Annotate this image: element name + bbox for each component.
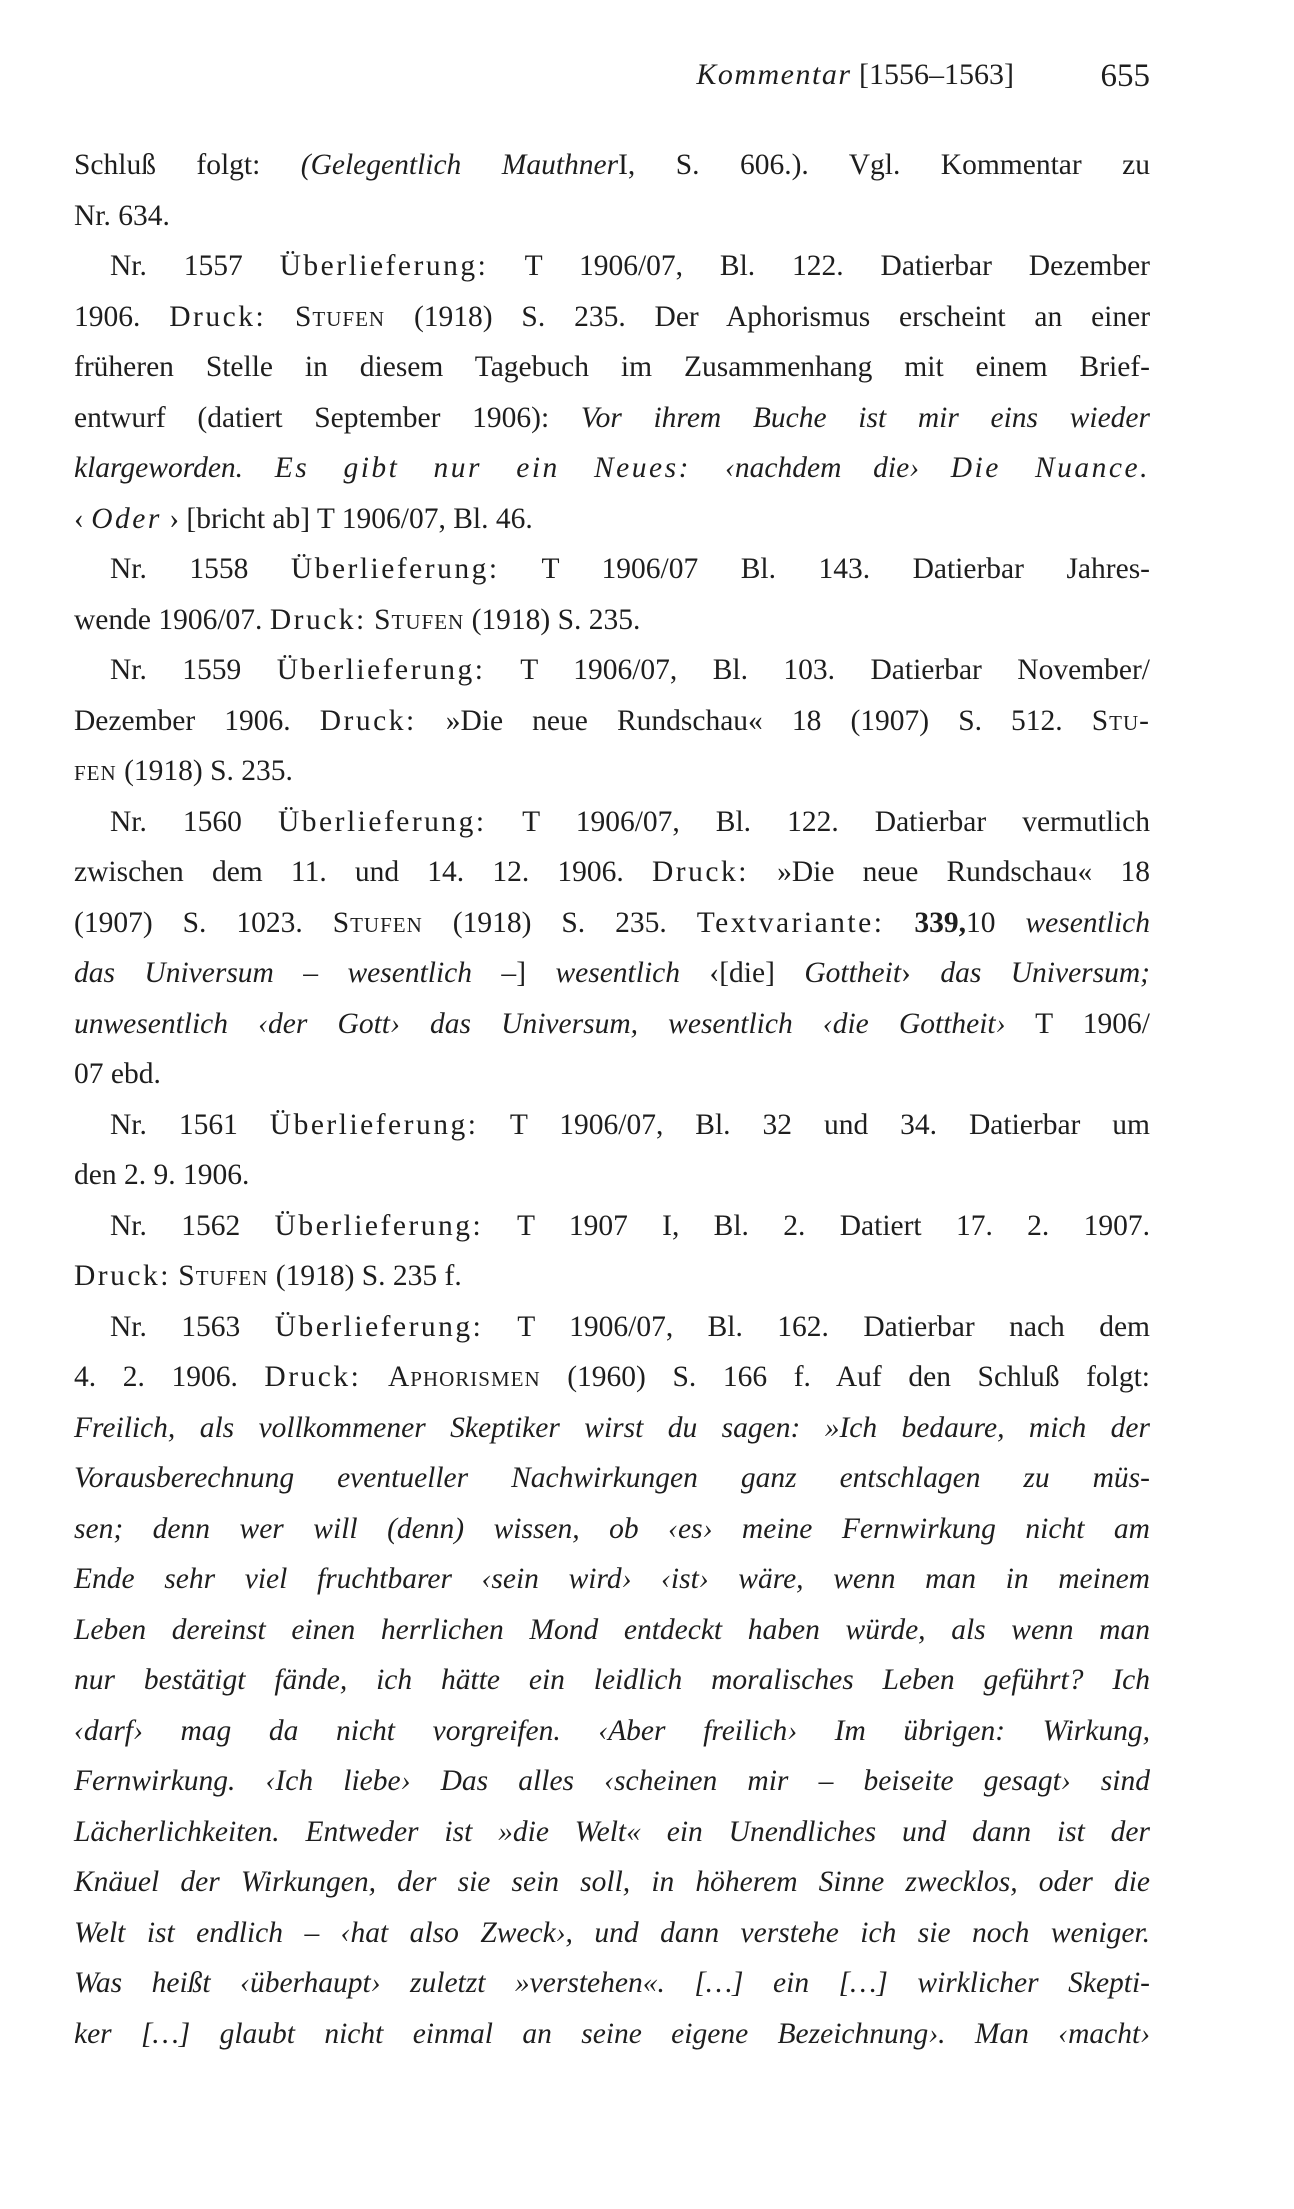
text-segment: Nr. 1558 xyxy=(110,553,291,585)
text-line xyxy=(74,1655,1150,1706)
text-line xyxy=(74,494,1150,545)
text-segment: sen; denn wer will (denn) wissen, ob ‹es› meine Fernwirkung nicht am xyxy=(74,1512,1150,1545)
text-line xyxy=(74,544,1150,595)
text-segment: (Gelegentlich Mauthner xyxy=(300,149,619,181)
text-segment: Gottheit xyxy=(804,957,902,989)
text-segment: Nr. 634. xyxy=(74,199,170,232)
text-line xyxy=(74,443,1150,494)
text-line xyxy=(74,847,1150,898)
text-segment: Stufen xyxy=(374,603,465,636)
text-line xyxy=(74,1100,1150,1151)
text-line xyxy=(74,1504,1150,1555)
text-segment: Druck: xyxy=(169,300,267,333)
text-line xyxy=(74,292,1150,343)
text-line xyxy=(74,1554,1150,1605)
text-line xyxy=(74,1706,1150,1757)
text-segment: (1907) S. 1023. xyxy=(74,906,333,939)
text-segment: › [bricht ab] T 1906/07, Bl. 46. xyxy=(161,502,533,535)
text-segment: Nr. 1561 xyxy=(110,1108,270,1141)
text-segment: Überlieferung: xyxy=(269,1108,479,1141)
text-segment: (1918) S. 235. xyxy=(422,906,697,939)
text-segment: Druck: xyxy=(651,856,749,888)
text-segment: »Die neue Rundschau« 18 (1907) S. 512. xyxy=(416,704,1092,737)
text-segment: › xyxy=(901,957,941,989)
text-line xyxy=(74,1605,1150,1656)
text-segment: 07 ebd. xyxy=(74,1058,161,1090)
running-title-text: Kommentar xyxy=(696,58,852,91)
running-title-range: [1556–1563] xyxy=(851,58,1014,91)
text-segment: das Universum; xyxy=(940,957,1150,989)
text-segment xyxy=(266,301,295,333)
text-segment: Lächerlichkeiten. Entweder ist »die Welt« ein Unendliches und dann ist der xyxy=(74,1815,1150,1848)
page-number: 655 xyxy=(1100,58,1150,94)
text-segment: Überlieferung: xyxy=(274,1209,484,1242)
text-segment: (1960) S. 166 f. Auf den Schluß folgt: xyxy=(540,1361,1150,1393)
text-segment: I, S. 606.). Vgl. Kommentar zu xyxy=(618,149,1150,181)
text-line xyxy=(74,1150,1150,1201)
text-line xyxy=(74,999,1150,1050)
running-header xyxy=(74,58,1150,108)
text-line xyxy=(74,797,1150,848)
text-segment: T 1906/07, Bl. 32 und 34. Datierbar um xyxy=(478,1108,1151,1141)
text-line xyxy=(74,948,1150,999)
text-segment: wende 1906/07. xyxy=(74,603,270,636)
text-segment: wesentlich xyxy=(555,957,680,989)
text-segment: wesentlich xyxy=(1025,906,1150,939)
text-segment: Ende sehr viel fruchtbarer ‹sein wird› ‹ist› wäre, wenn man in meinem xyxy=(74,1563,1150,1595)
text-segment: Knäuel der Wirkungen, der sie sein soll, in höherem Sinne zwecklos, oder die xyxy=(74,1866,1150,1898)
running-title xyxy=(696,58,1014,92)
text-line xyxy=(74,1403,1150,1454)
text-segment: T 1906/07, Bl. 122. Datierbar vermutlich xyxy=(486,805,1150,838)
text-segment: T 1906/ xyxy=(1005,1007,1150,1040)
text-segment: früheren Stelle in diesem Tagebuch im Zusammenhang mit einem Brief- xyxy=(74,351,1150,383)
text-line xyxy=(74,2009,1150,2060)
text-segment: (1918) S. 235. xyxy=(116,755,293,787)
text-line xyxy=(74,342,1150,393)
text-segment: Schluß folgt: xyxy=(74,149,301,181)
text-line xyxy=(74,1251,1150,1302)
text-segment: ‹ xyxy=(74,502,92,535)
text-line xyxy=(74,1201,1150,1252)
text-segment: Nr. 1562 xyxy=(110,1209,275,1242)
text-segment: Überlieferung: xyxy=(274,1310,484,1343)
text-segment: 339, xyxy=(914,906,966,939)
text-segment: ker […] glaubt nicht einmal an seine eigene Bezeichnung›. Man ‹macht› xyxy=(74,2017,1150,2050)
text-line xyxy=(74,1756,1150,1807)
text-segment: Stufen xyxy=(332,906,423,939)
text-segment: Stu- xyxy=(1091,704,1150,737)
text-segment: ‹nachdem die› xyxy=(725,452,951,484)
text-segment xyxy=(367,604,374,636)
text-segment: T 1907 I, Bl. 2. Datiert 17. 2. 1907. xyxy=(483,1209,1150,1242)
text-segment: T 1906/07 Bl. 143. Datierbar Jahres- xyxy=(499,553,1150,585)
text-line xyxy=(74,241,1150,292)
text-segment: Überlieferung: xyxy=(276,654,486,686)
text-segment: entwurf (datiert September 1906): xyxy=(74,401,581,434)
text-segment: Vorausberechnung eventueller Nachwirkungen ganz entschlagen zu müs- xyxy=(74,1462,1150,1494)
text-line xyxy=(74,1807,1150,1858)
text-segment: »Die neue Rundschau« 18 xyxy=(748,856,1150,888)
text-segment: Stufen xyxy=(178,1260,269,1292)
text-segment xyxy=(361,1361,388,1393)
text-line xyxy=(74,1958,1150,2009)
text-segment: Oder xyxy=(91,502,162,535)
text-segment: (1918) S. 235. xyxy=(464,603,641,636)
text-line xyxy=(74,1302,1150,1353)
text-segment: (1918) S. 235. Der Aphorismus erscheint an einer xyxy=(385,300,1151,333)
text-line xyxy=(74,191,1150,242)
text-segment: T 1906/07, Bl. 162. Datierbar nach dem xyxy=(483,1310,1150,1343)
text-segment: Leben dereinst einen herrlichen Mond entdeckt haben würde, als wenn man xyxy=(74,1613,1150,1646)
text-line xyxy=(74,140,1150,191)
text-segment: unwesentlich ‹der Gott› das Universum, wesentlich ‹die Gottheit› xyxy=(74,1007,1006,1040)
text-segment: Die Nuance. xyxy=(950,452,1150,484)
text-line xyxy=(74,898,1150,949)
text-line xyxy=(74,1352,1150,1403)
text-segment: ‹[die] xyxy=(679,957,805,989)
text-segment: Nr. 1560 xyxy=(110,805,278,838)
text-segment: das Universum – wesentlich – xyxy=(74,957,517,989)
text-segment: den 2. 9. 1906. xyxy=(74,1159,250,1191)
text-segment: 1906. xyxy=(74,300,170,333)
text-line xyxy=(74,1908,1150,1959)
commentary-text xyxy=(74,140,1150,2059)
text-segment: zwischen dem 11. und 14. 12. 1906. xyxy=(74,856,652,888)
text-segment: Welt ist endlich – ‹hat also Zweck›, und dann verstehe ich sie noch weniger. xyxy=(74,1916,1150,1949)
text-segment: nur bestätigt fände, ich hätte ein leidlich moralisches Leben geführt? Ich xyxy=(74,1664,1150,1696)
text-line xyxy=(74,595,1150,646)
text-line xyxy=(74,1049,1150,1100)
text-segment: T 1906/07, Bl. 103. Datierbar November/ xyxy=(485,654,1150,686)
text-segment: fen xyxy=(74,755,117,787)
text-segment: ‹darf› mag da nicht vorgreifen. ‹Aber freilich› Im übrigen: Wirkung, xyxy=(74,1714,1150,1747)
text-segment: Überlieferung: xyxy=(277,805,487,838)
text-segment: Druck: xyxy=(269,603,367,636)
text-segment: Dezember 1906. xyxy=(74,704,320,737)
text-segment: Druck: xyxy=(264,1361,362,1393)
text-segment: ] xyxy=(516,957,556,989)
text-line xyxy=(74,1857,1150,1908)
text-line xyxy=(74,645,1150,696)
text-segment: Nr. 1563 xyxy=(110,1310,275,1343)
text-segment: Nr. 1557 xyxy=(110,250,280,282)
text-segment: Überlieferung: xyxy=(290,553,500,585)
text-segment: Vor ihrem Buche ist mir eins wieder xyxy=(580,401,1151,434)
text-segment: 4. 2. 1906. xyxy=(74,1361,265,1393)
text-line xyxy=(74,1453,1150,1504)
text-segment: Stufen xyxy=(295,300,386,333)
text-line xyxy=(74,746,1150,797)
text-segment: Textvariante: xyxy=(696,906,885,939)
text-segment: T 1906/07, Bl. 122. Datierbar Dezember xyxy=(488,250,1150,282)
text-segment: Druck: xyxy=(319,704,417,737)
text-segment xyxy=(884,907,914,939)
text-line xyxy=(74,393,1150,444)
text-line xyxy=(74,696,1150,747)
text-segment: Überlieferung: xyxy=(279,250,489,282)
text-segment: Aphorismen xyxy=(387,1361,541,1393)
text-segment: Druck: xyxy=(74,1260,171,1292)
text-segment: klargeworden. xyxy=(74,452,275,484)
text-segment: (1918) S. 235 f. xyxy=(268,1260,462,1292)
text-segment: Was heißt ‹überhaupt› zuletzt »verstehen«. […] ein […] wirklicher Skepti- xyxy=(74,1967,1150,1999)
text-segment: Nr. 1559 xyxy=(110,654,277,686)
text-segment: 10 xyxy=(966,906,1026,939)
text-segment: Freilich, als vollkommener Skeptiker wirst du sagen: »Ich bedaure, mich der xyxy=(74,1411,1150,1444)
text-segment: Es gibt nur ein Neues: xyxy=(274,452,726,484)
text-segment: Fernwirkung. ‹Ich liebe› Das alles ‹scheinen mir – beiseite gesagt› sind xyxy=(74,1765,1150,1797)
